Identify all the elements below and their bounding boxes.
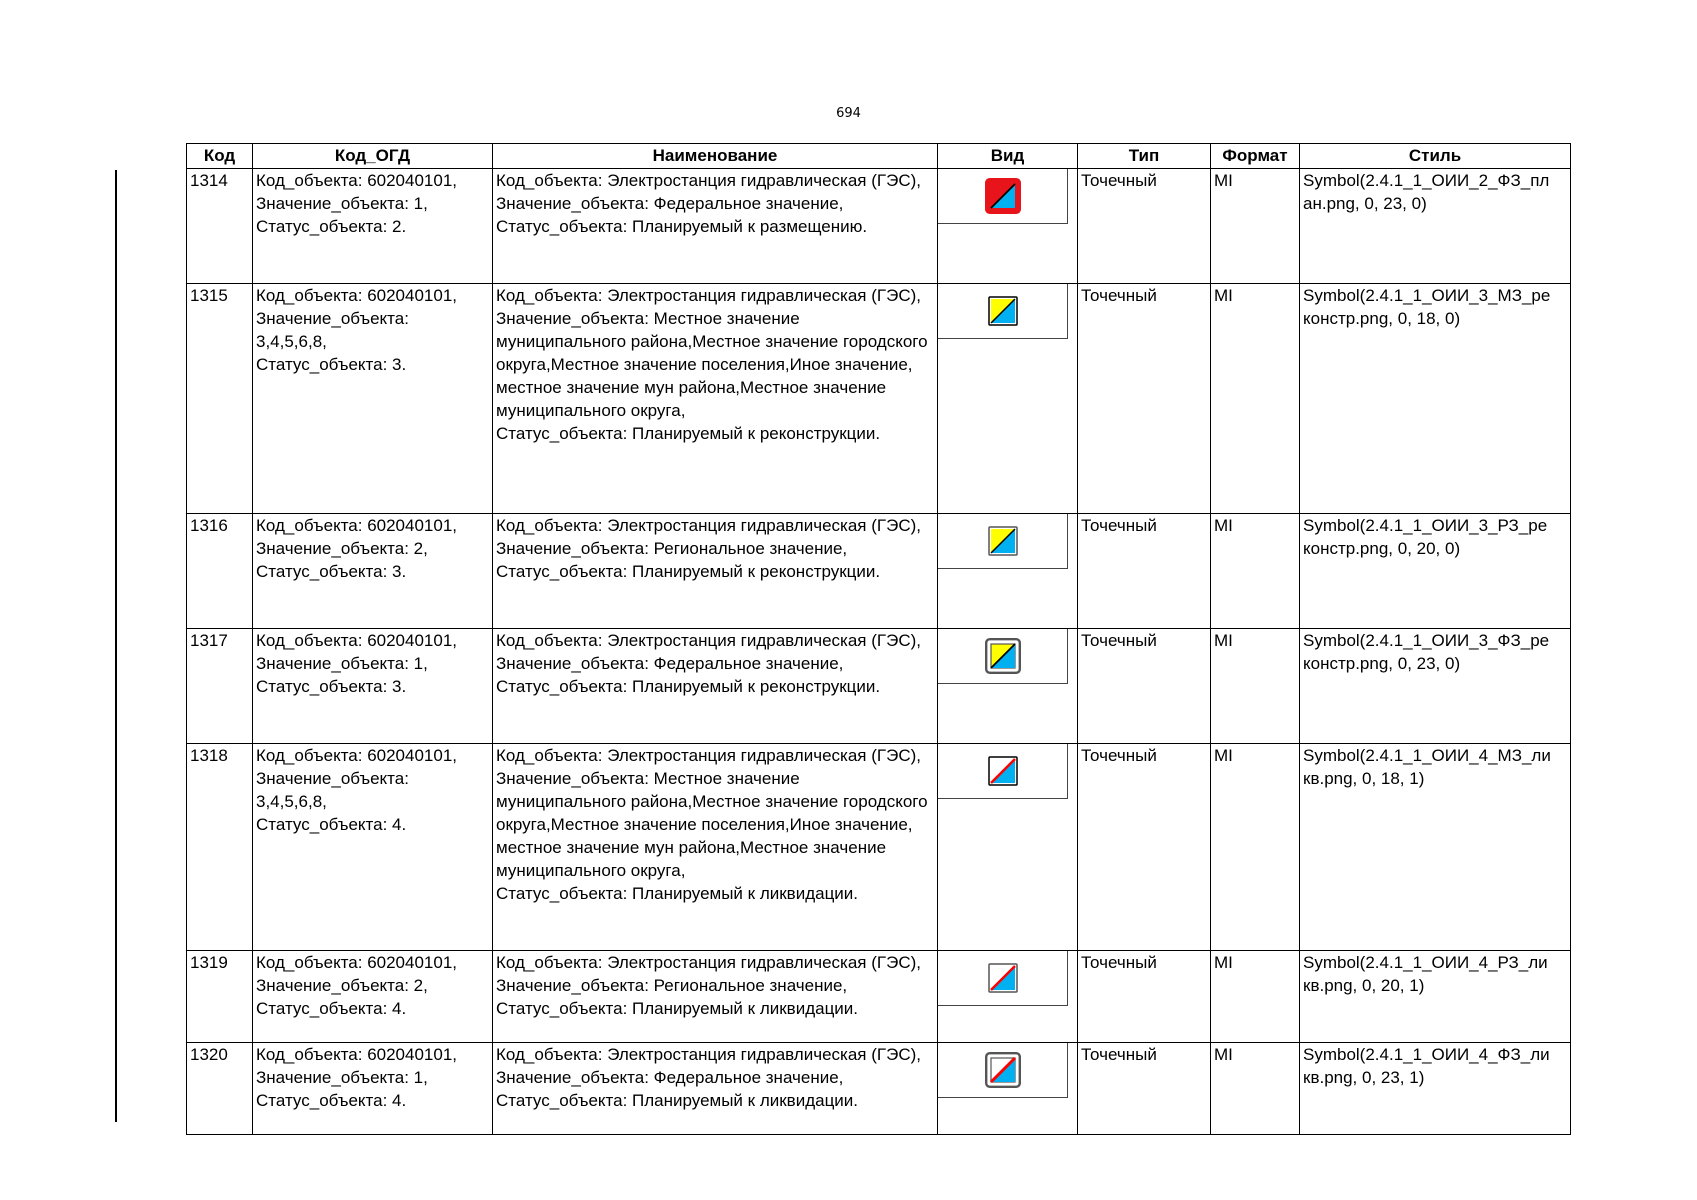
- cell-code: 1317: [187, 629, 253, 744]
- cell-name: Код_объекта: Электростанция гидравлическая (ГЭС), Значение_объекта: Федеральное значение, Статус_объекта: Планируемый к размещению.: [493, 169, 938, 284]
- cell-ogd: Код_объекта: 602040101, Значение_объекта: 1, Статус_объекта: 2.: [253, 169, 493, 284]
- cell-style: Symbol(2.4.1_1_ОИИ_3_ФЗ_ре констр.png, 0, 23, 0): [1300, 629, 1571, 744]
- header-row: [187, 144, 1571, 169]
- hpp-local-reconstruction-icon: [988, 296, 1018, 326]
- cell-name: Код_объекта: Электростанция гидравлическая (ГЭС), Значение_объекта: Федеральное значение, Статус_объекта: Планируемый к ликвидации.: [493, 1043, 938, 1135]
- cell-format: MI: [1211, 514, 1300, 629]
- cell-ogd: Код_объекта: 602040101, Значение_объекта: 1, Статус_объекта: 3.: [253, 629, 493, 744]
- symbol-swatch: [938, 169, 1068, 224]
- cell-style: Symbol(2.4.1_1_ОИИ_4_ФЗ_ли кв.png, 0, 23, 1): [1300, 1043, 1571, 1135]
- cell-ogd: Код_объекта: 602040101, Значение_объекта: 1, Статус_объекта: 4.: [253, 1043, 493, 1135]
- cell-style: Symbol(2.4.1_1_ОИИ_4_МЗ_ли кв.png, 0, 18, 1): [1300, 744, 1571, 951]
- cell-ogd: Код_объекта: 602040101, Значение_объекта: 2, Статус_объекта: 4.: [253, 951, 493, 1043]
- symbol-table: [186, 143, 1571, 1135]
- cell-type: Точечный: [1078, 744, 1211, 951]
- cell-vid: [938, 169, 1078, 284]
- symbol-swatch: [938, 744, 1068, 799]
- cell-format: MI: [1211, 1043, 1300, 1135]
- cell-type: Точечный: [1078, 951, 1211, 1043]
- cell-name: Код_объекта: Электростанция гидравлическая (ГЭС), Значение_объекта: Региональное значение, Статус_объекта: Планируемый к ликвидации.: [493, 951, 938, 1043]
- symbol-swatch: [938, 514, 1068, 569]
- hpp-local-liquidation-icon: [988, 756, 1018, 786]
- cell-code: 1320: [187, 1043, 253, 1135]
- table-row: [187, 629, 1571, 744]
- cell-code: 1318: [187, 744, 253, 951]
- table-row: [187, 1043, 1571, 1135]
- cell-format: MI: [1211, 744, 1300, 951]
- cell-name: Код_объекта: Электростанция гидравлическая (ГЭС), Значение_объекта: Местное значение муниципального района,Местное значение городского округа,Местное значение поселения,Иное значение, местное значение мун района,Местное значение муниципального округа, Статус_объекта: Планируемый к реконструкции.: [493, 284, 938, 514]
- symbol-swatch: [938, 951, 1068, 1006]
- cell-style: Symbol(2.4.1_1_ОИИ_4_РЗ_ли кв.png, 0, 20, 1): [1300, 951, 1571, 1043]
- table-row: [187, 284, 1571, 514]
- header-ogd: Код_ОГД: [253, 144, 493, 169]
- header-name: Наименование: [493, 144, 938, 169]
- symbol-swatch: [938, 284, 1068, 339]
- cell-type: Точечный: [1078, 629, 1211, 744]
- cell-format: MI: [1211, 629, 1300, 744]
- cell-name: Код_объекта: Электростанция гидравлическая (ГЭС), Значение_объекта: Региональное значение, Статус_объекта: Планируемый к реконструкции.: [493, 514, 938, 629]
- header-vid: Вид: [938, 144, 1078, 169]
- cell-vid: [938, 284, 1078, 514]
- header-type: Тип: [1078, 144, 1211, 169]
- cell-vid: [938, 629, 1078, 744]
- cell-type: Точечный: [1078, 514, 1211, 629]
- cell-style: Symbol(2.4.1_1_ОИИ_3_РЗ_ре констр.png, 0, 20, 0): [1300, 514, 1571, 629]
- cell-code: 1315: [187, 284, 253, 514]
- cell-vid: [938, 1043, 1078, 1135]
- hpp-regional-liquidation-icon: [988, 963, 1018, 993]
- cell-ogd: Код_объекта: 602040101, Значение_объекта: 3,4,5,6,8, Статус_объекта: 3.: [253, 284, 493, 514]
- cell-type: Точечный: [1078, 1043, 1211, 1135]
- hpp-regional-reconstruction-icon: [988, 526, 1018, 556]
- cell-style: Symbol(2.4.1_1_ОИИ_3_МЗ_ре констр.png, 0, 18, 0): [1300, 284, 1571, 514]
- cell-format: MI: [1211, 951, 1300, 1043]
- cell-type: Точечный: [1078, 169, 1211, 284]
- margin-bar: [115, 170, 117, 1122]
- cell-format: MI: [1211, 169, 1300, 284]
- cell-vid: [938, 951, 1078, 1043]
- cell-code: 1319: [187, 951, 253, 1043]
- table-row: [187, 169, 1571, 284]
- table-row: [187, 744, 1571, 951]
- header-format: Формат: [1211, 144, 1300, 169]
- cell-vid: [938, 514, 1078, 629]
- header-code: Код: [187, 144, 253, 169]
- hpp-federal-planned-icon: [985, 178, 1021, 214]
- table-row: [187, 951, 1571, 1043]
- cell-format: MI: [1211, 284, 1300, 514]
- cell-vid: [938, 744, 1078, 951]
- cell-name: Код_объекта: Электростанция гидравлическая (ГЭС), Значение_объекта: Федеральное значение, Статус_объекта: Планируемый к реконструкции.: [493, 629, 938, 744]
- page-number: 694: [836, 106, 861, 121]
- cell-code: 1316: [187, 514, 253, 629]
- cell-ogd: Код_объекта: 602040101, Значение_объекта: 3,4,5,6,8, Статус_объекта: 4.: [253, 744, 493, 951]
- symbol-swatch: [938, 629, 1068, 684]
- table-row: [187, 514, 1571, 629]
- hpp-federal-liquidation-icon: [985, 1052, 1021, 1088]
- cell-code: 1314: [187, 169, 253, 284]
- header-style: Стиль: [1300, 144, 1571, 169]
- hpp-federal-reconstruction-icon: [985, 638, 1021, 674]
- cell-type: Точечный: [1078, 284, 1211, 514]
- cell-ogd: Код_объекта: 602040101, Значение_объекта: 2, Статус_объекта: 3.: [253, 514, 493, 629]
- cell-name: Код_объекта: Электростанция гидравлическая (ГЭС), Значение_объекта: Местное значение муниципального района,Местное значение городского округа,Местное значение поселения,Иное значение, местное значение мун района,Местное значение муниципального округа, Статус_объекта: Планируемый к ликвидации.: [493, 744, 938, 951]
- cell-style: Symbol(2.4.1_1_ОИИ_2_ФЗ_пл ан.png, 0, 23, 0): [1300, 169, 1571, 284]
- symbol-swatch: [938, 1043, 1068, 1098]
